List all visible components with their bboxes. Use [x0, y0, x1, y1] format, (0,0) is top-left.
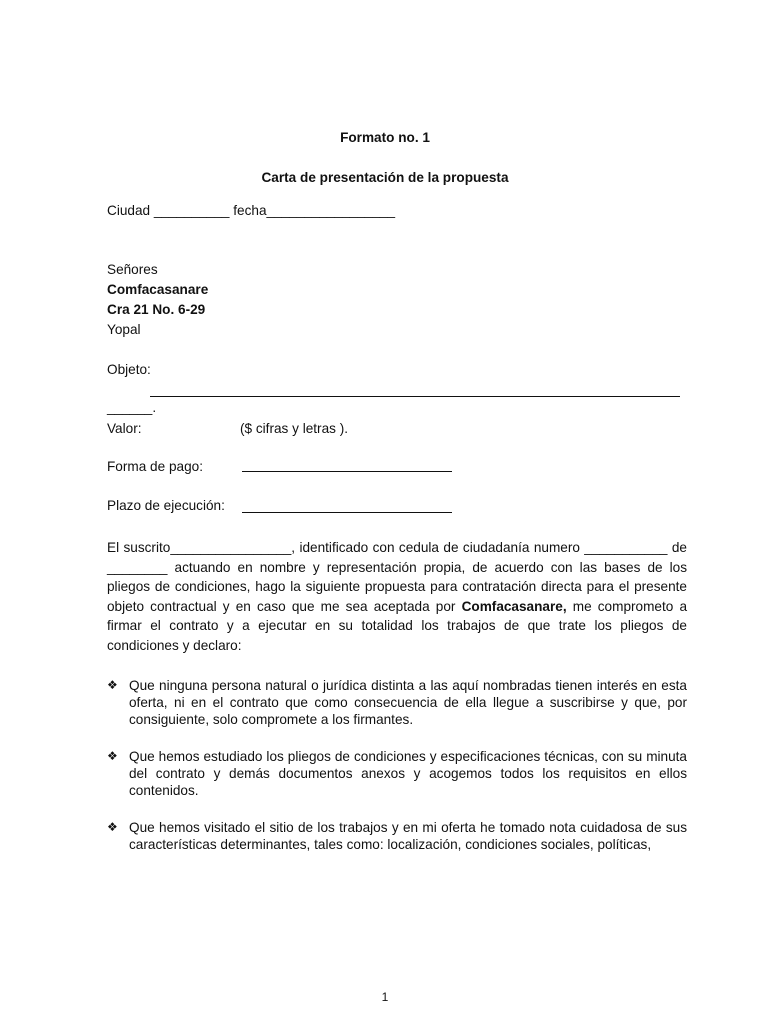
body-text: objeto contractual y en caso que me sea aceptada por — [107, 598, 462, 614]
diamond-bullet-icon: ❖ — [107, 678, 118, 692]
objeto-line-end: ______. — [107, 400, 157, 415]
forma-pago-line — [242, 471, 452, 472]
bullet-item — [107, 677, 687, 728]
objeto-line — [150, 396, 680, 397]
bullet-item — [107, 748, 687, 799]
bullet-item — [107, 819, 687, 853]
diamond-bullet-icon: ❖ — [107, 749, 118, 763]
body-paragraph — [107, 538, 687, 656]
page-number: 1 — [381, 990, 389, 1004]
plazo-label: Plazo de ejecución: — [107, 498, 225, 513]
bullet-text: Que hemos estudiado los pliegos de condiciones y especificaciones técnicas, con su minuta del contrato y demás documentos anexos y acogemos todos los requisitos en ellos contenidos. — [129, 749, 687, 798]
plazo-line — [242, 512, 452, 513]
forma-pago-label: Forma de pago: — [107, 459, 203, 474]
ciudad-field — [107, 203, 395, 218]
valor-value: ($ cifras y letras ). — [240, 421, 349, 436]
body-line: firmar el contrato y a ejecutar en su totalidad los trabajos de que trate los pliegos de — [107, 618, 687, 634]
body-company: Comfacasanare, — [461, 598, 567, 614]
objeto-label: Objeto: — [107, 362, 151, 377]
body-line: El suscrito________________, identificado con cedula de ciudadanía numero ___________ de — [107, 540, 687, 555]
body-line: ________ actuando en nombre y representación propia, de acuerdo con las bases de los — [107, 559, 687, 575]
body-line: condiciones y declaro: — [107, 637, 242, 653]
bullet-text: Que hemos visitado el sitio de los trabajos y en mi oferta he tomado nota cuidadosa de sus características determinantes, tales como: localización, condiciones sociales, políticas, — [129, 820, 687, 852]
body-line — [107, 597, 687, 617]
format-title: Formato no. 1 — [340, 130, 430, 145]
salutation: Señores — [107, 262, 158, 277]
body-line: pliegos de condiciones, hago la siguiente propuesta para contratación directa para el presente — [107, 579, 687, 595]
ciudad-label: Ciudad __________ — [107, 203, 230, 218]
recipient-company: Comfacasanare — [107, 282, 209, 297]
diamond-bullet-icon: ❖ — [107, 820, 118, 834]
fecha-label: fecha_________________ — [233, 203, 396, 218]
body-text: me comprometo a — [566, 598, 688, 614]
valor-label: Valor: — [107, 421, 142, 436]
recipient-city: Yopal — [107, 322, 141, 337]
document-subtitle: Carta de presentación de la propuesta — [261, 170, 509, 185]
recipient-address: Cra 21 No. 6-29 — [107, 302, 206, 317]
bullet-text: Que ninguna persona natural o jurídica distinta a las aquí nombradas tienen interés en esta oferta, ni en el contrato que como consecuencia de ella llegue a suscribirse y que, por consiguiente, solo compromete a los firmantes. — [129, 678, 687, 727]
